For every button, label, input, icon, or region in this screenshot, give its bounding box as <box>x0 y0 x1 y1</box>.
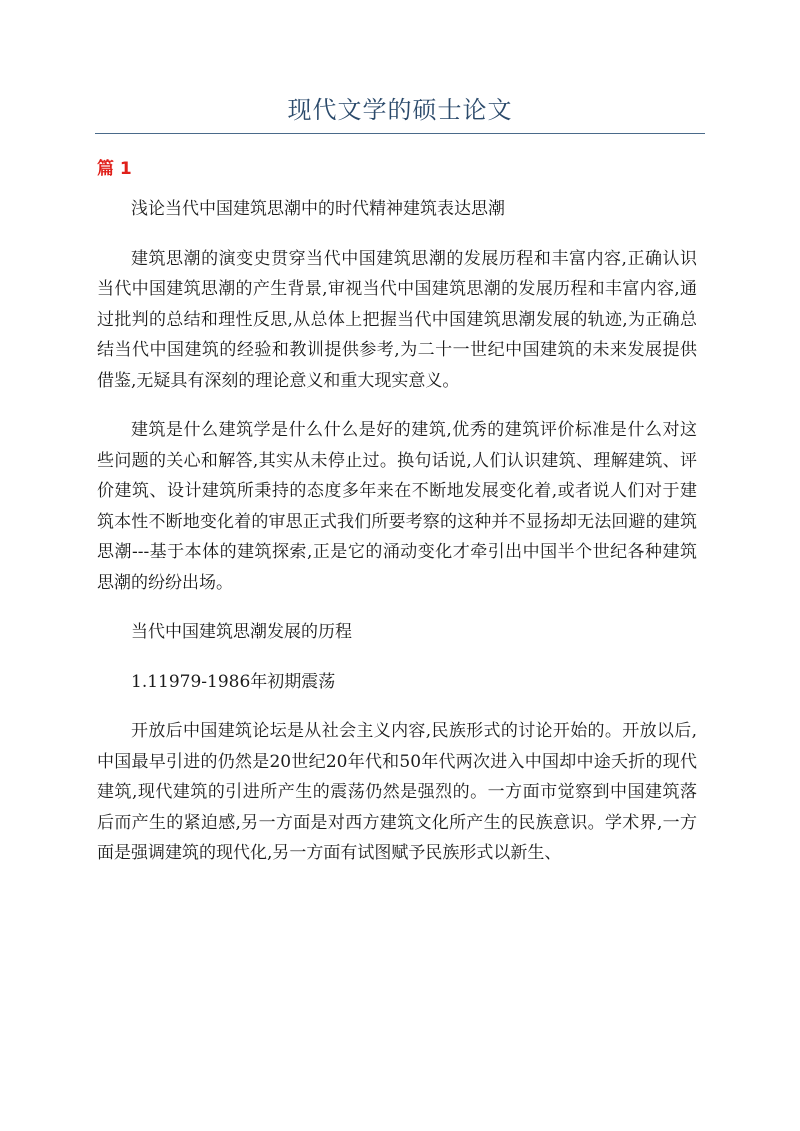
section-label: 篇 1 <box>97 159 132 179</box>
document-title: 现代文学的硕士论文 <box>287 96 513 124</box>
body-paragraph: 开放后中国建筑论坛是从社会主义内容,民族形式的讨论开始的。开放以后,中国最早引进的仍然是20世纪20年代和50年代两次进入中国却中途夭折的现代建筑,现代建筑的引进所产生的震荡仍然是强烈的。一方面市觉察到中国建筑落后而产生的紧迫感,另一方面是对西方建筑文化所产生的民族意识。学术界,一方面是强调建筑的现代化,另一方面有试图赋予民族形式以新生、 <box>97 721 697 863</box>
body-paragraph: 建筑是什么建筑学是什么什么是好的建筑,优秀的建筑评价标准是什么对这些问题的关心和解答,其实从未停止过。换句话说,人们认识建筑、理解建筑、评价建筑、设计建筑所秉持的态度多年来在不断地发展变化着,或者说人们对于建筑本性不断地变化着的审思正式我们所要考察的这种并不显扬却无法回避的建筑思潮---基于本体的建筑探索,正是它的涌动变化才牵引出中国半个世纪各种建筑思潮的纷纷出场。 <box>97 420 697 593</box>
title-divider <box>95 133 705 134</box>
document-body <box>97 194 697 888</box>
article-heading: 浅论当代中国建筑思潮中的时代精神建筑表达思潮 <box>131 199 505 219</box>
section-heading: 当代中国建筑思潮发展的历程 <box>131 622 352 642</box>
body-paragraph: 建筑思潮的演变史贯穿当代中国建筑思潮的发展历程和丰富内容,正确认识当代中国建筑思潮的产生背景,审视当代中国建筑思潮的发展历程和丰富内容,通过批判的总结和理性反思,从总体上把握当代中国建筑思潮发展的轨迹,为正确总结当代中国建筑的经验和教训提供参考,为二十一世纪中国建筑的未来发展提供借鉴,无疑具有深刻的理论意义和重大现实意义。 <box>97 248 697 391</box>
subsection-heading: 1.11979-1986年初期震荡 <box>131 671 336 692</box>
